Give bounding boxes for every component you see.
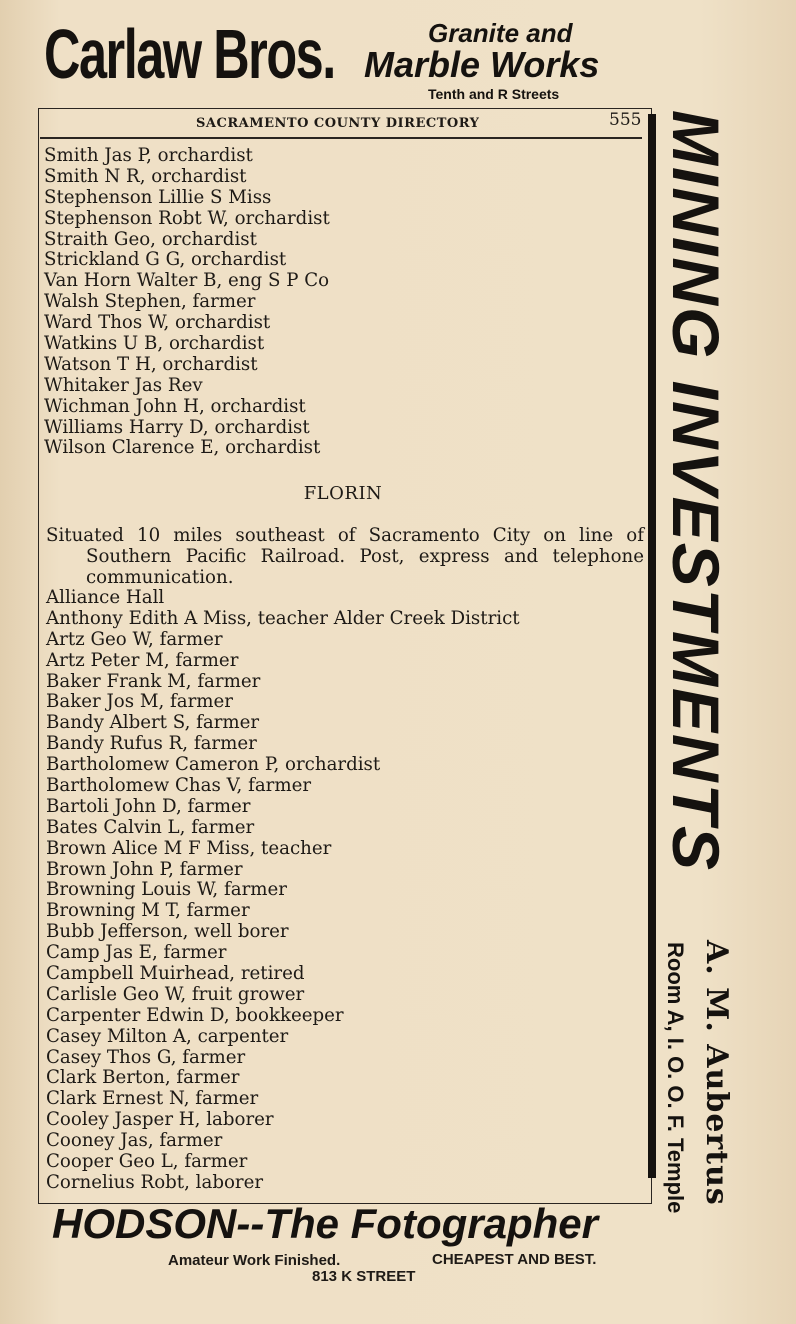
list-item: Wichman John H, orchardist bbox=[44, 395, 306, 417]
list-item: Artz Peter M, farmer bbox=[46, 649, 239, 671]
page-number: 555 bbox=[609, 110, 642, 130]
bottom-ad-right-text: CHEAPEST AND BEST. bbox=[432, 1251, 597, 1268]
list-item: Williams Harry D, orchardist bbox=[44, 416, 310, 438]
list-item: Cooley Jasper H, laborer bbox=[46, 1109, 274, 1131]
list-item: Strickland G G, orchardist bbox=[44, 249, 287, 271]
top-advertisement bbox=[0, 0, 796, 106]
page-header bbox=[40, 110, 642, 138]
header-divider bbox=[40, 137, 642, 139]
list-item: Carpenter Edwin D, bookkeeper bbox=[46, 1004, 344, 1026]
description-line: communication. bbox=[86, 567, 234, 588]
list-item: Camp Jas E, farmer bbox=[46, 942, 227, 964]
bottom-ad-address: 813 K STREET bbox=[312, 1268, 416, 1285]
list-item: Stephenson Lillie S Miss bbox=[44, 186, 272, 208]
list-item: Bubb Jefferson, well borer bbox=[46, 921, 289, 943]
room-address-text: Room A, I. O. O. F. Temple bbox=[663, 942, 688, 1214]
carlaw-brand: Carlaw Bros. bbox=[44, 15, 335, 93]
aubertus-name-text: A. M. Aubertus bbox=[699, 940, 734, 1206]
list-item: Artz Geo W, farmer bbox=[46, 628, 223, 650]
list-item: Browning M T, farmer bbox=[46, 900, 250, 922]
list-item: Clark Ernest N, farmer bbox=[46, 1088, 259, 1110]
side-ad-rule bbox=[648, 114, 656, 1178]
list-item: Straith Geo, orchardist bbox=[44, 228, 257, 250]
list-item: Cornelius Robt, laborer bbox=[46, 1171, 264, 1193]
list-item: Smith Jas P, orchardist bbox=[44, 145, 253, 166]
list-item: Ward Thos W, orchardist bbox=[44, 312, 271, 334]
list-item: Brown Alice M F Miss, teacher bbox=[46, 837, 332, 859]
list-item: Clark Berton, farmer bbox=[46, 1067, 240, 1089]
description-line: Situated 10 miles southeast of Sacramento City on line of bbox=[46, 525, 644, 546]
directory-title: SACRAMENTO COUNTY DIRECTORY bbox=[196, 116, 480, 131]
granite-line: Granite and bbox=[428, 18, 573, 48]
list-item: Campbell Muirhead, retired bbox=[46, 963, 305, 985]
bottom-ad-headline: HODSON--The Fotographer bbox=[52, 1200, 598, 1247]
entries-list-top bbox=[44, 146, 644, 459]
bottom-ad-left-text: Amateur Work Finished. bbox=[168, 1252, 341, 1269]
list-item: Casey Thos G, farmer bbox=[46, 1046, 246, 1068]
list-item: Bartholomew Cameron P, orchardist bbox=[46, 754, 381, 776]
list-item: Wilson Clarence E, orchardist bbox=[44, 437, 321, 459]
list-item: Van Horn Walter B, eng S P Co bbox=[44, 270, 330, 292]
mining-investments-text: MINING INVESTMENTS bbox=[659, 110, 733, 873]
list-item: Bandy Albert S, farmer bbox=[46, 712, 260, 734]
list-item: Bates Calvin L, farmer bbox=[46, 816, 255, 838]
side-ad-headline bbox=[659, 110, 736, 940]
list-item: Watson T H, orchardist bbox=[44, 353, 258, 375]
list-item: Bartholomew Chas V, farmer bbox=[46, 775, 312, 797]
list-item: Browning Louis W, farmer bbox=[46, 879, 287, 901]
list-item: Bartoli John D, farmer bbox=[46, 795, 251, 817]
section-description bbox=[46, 525, 644, 588]
marble-works-line: Marble Works bbox=[364, 44, 600, 85]
list-item: Cooper Geo L, farmer bbox=[46, 1151, 248, 1173]
ad-address-line: Tenth and R Streets bbox=[428, 86, 560, 102]
list-item: Watkins U B, orchardist bbox=[44, 333, 265, 355]
list-item: Walsh Stephen, farmer bbox=[44, 291, 256, 313]
list-item: Brown John P, farmer bbox=[46, 858, 243, 880]
list-item: Stephenson Robt W, orchardist bbox=[44, 207, 330, 229]
section-heading: FLORIN bbox=[303, 483, 383, 504]
list-item: Carlisle Geo W, fruit grower bbox=[46, 983, 305, 1005]
list-item: Baker Jos M, farmer bbox=[46, 691, 233, 713]
list-item: Smith N R, orchardist bbox=[44, 165, 247, 187]
list-item: Alliance Hall bbox=[46, 587, 165, 608]
list-item: Whitaker Jas Rev bbox=[44, 374, 203, 396]
entries-list-florin bbox=[46, 588, 646, 1194]
list-item: Anthony Edith A Miss, teacher Alder Creek District bbox=[46, 607, 520, 629]
list-item: Baker Frank M, farmer bbox=[46, 670, 261, 692]
list-item: Casey Milton A, carpenter bbox=[46, 1025, 289, 1047]
list-item: Cooney Jas, farmer bbox=[46, 1130, 223, 1152]
list-item: Bandy Rufus R, farmer bbox=[46, 733, 257, 755]
description-line: Southern Pacific Railroad. Post, express and telephone bbox=[86, 546, 644, 567]
